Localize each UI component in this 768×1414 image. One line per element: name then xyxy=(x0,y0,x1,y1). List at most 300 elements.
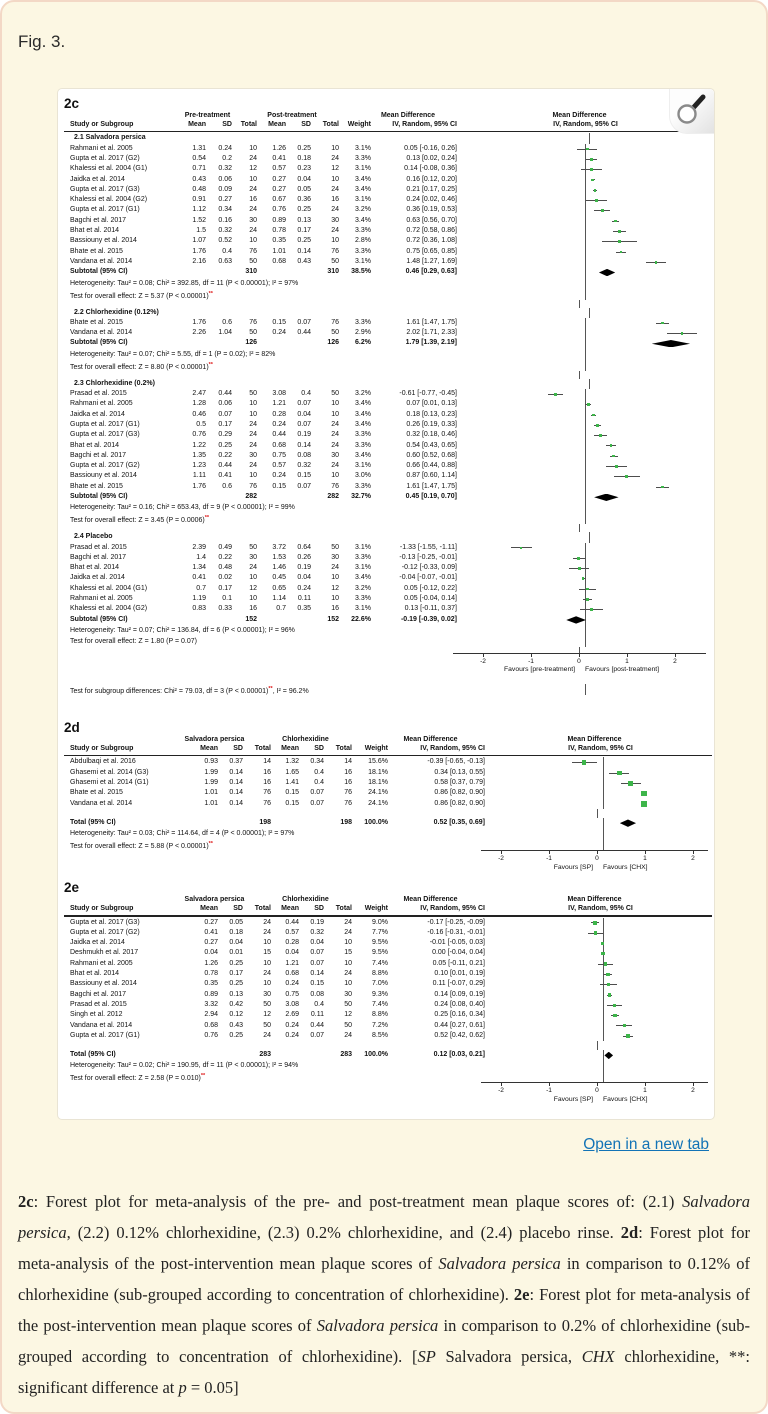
value-cell: 0.52 xyxy=(218,237,232,245)
zero-line xyxy=(585,441,586,451)
group1-header: Salvadora persica xyxy=(184,735,245,743)
value-cell: 0.15 xyxy=(272,318,286,326)
ci-text-cell: 0.58 [0.37, 0.79] xyxy=(434,778,485,786)
value-cell: 3.1% xyxy=(355,144,371,152)
caption-segment: Salvadora persica xyxy=(438,1254,561,1273)
forest-study-row xyxy=(64,594,712,604)
value-cell: 0.18 xyxy=(229,928,243,936)
ci-text-cell: 0.00 [-0.04, 0.04] xyxy=(432,949,485,957)
ci-text-cell: 0.75 [0.65, 0.85] xyxy=(406,247,457,255)
plot-area xyxy=(457,513,714,524)
ci-text-cell: -1.33 [-1.55, -1.11] xyxy=(399,543,457,551)
effect-marker xyxy=(614,220,617,223)
value-cell: 0.6 xyxy=(222,482,232,490)
value-cell: 0.71 xyxy=(192,165,206,173)
caption-segment: chlorhexidine, **: significant difference at xyxy=(18,1347,750,1397)
zero-line xyxy=(585,205,586,215)
study-name-cell: Prasad et al. 2015 xyxy=(70,543,127,551)
plot-area xyxy=(461,379,718,389)
column-header: Total xyxy=(254,744,271,752)
value-cell xyxy=(257,267,286,277)
forest-study-row xyxy=(64,389,712,399)
value-cell: 1.19 xyxy=(192,595,206,603)
value-cell: 30 xyxy=(331,451,339,459)
value-cell: 1.76 xyxy=(192,247,206,255)
axis-tick-label: 1 xyxy=(643,855,647,863)
value-cell: 0.17 xyxy=(297,227,311,235)
value-cell: 0.5 xyxy=(196,420,206,428)
study-name-cell: Deshmukh et al. 2017 xyxy=(70,949,139,957)
value-cell: 0.25 xyxy=(297,144,311,152)
value-cell: 10 xyxy=(249,144,257,152)
subtotal-diamond xyxy=(594,494,618,501)
ci-text-cell: 0.34 [0.13, 0.55] xyxy=(434,768,485,776)
zero-line xyxy=(585,360,586,371)
value-cell: 1.26 xyxy=(272,144,286,152)
ci-text-cell: 0.13 [0.02, 0.24] xyxy=(406,154,457,162)
ci-text-cell: 0.21 [0.17, 0.25] xyxy=(406,185,457,193)
caption-segment: in comparison to 0.2% of chlorhexidine (sub-grouped according to concentration of chlorhexidine). [ xyxy=(18,1316,750,1366)
value-cell: 24 xyxy=(331,154,339,162)
column-header: Mean xyxy=(281,905,299,913)
value-cell: 0.06 xyxy=(218,175,232,183)
effect-marker xyxy=(596,424,599,427)
effect-marker xyxy=(586,148,589,151)
value-cell: 2.94 xyxy=(204,1011,218,1019)
study-name-cell: Bhate et al. 2015 xyxy=(70,482,123,490)
effect-header: Mean Difference xyxy=(403,896,458,904)
value-cell xyxy=(206,492,232,502)
zero-line xyxy=(585,482,586,492)
value-cell: 12 xyxy=(249,165,257,173)
subtotal-diamond xyxy=(652,340,690,347)
value-cell: 0.44 xyxy=(218,390,232,398)
note-row xyxy=(64,289,712,300)
caption-segment: CHX xyxy=(581,1347,615,1366)
value-cell: 0.57 xyxy=(285,928,299,936)
value-cell: 30 xyxy=(263,990,271,998)
value-cell: 126 xyxy=(327,339,339,347)
value-cell: 0.25 xyxy=(229,959,243,967)
forest-axis-row xyxy=(64,653,712,680)
plot-area xyxy=(485,799,716,809)
caption-segment: in comparison to 0.12% of chlorhexidine (sub-grouped according to concentration of chlorhexidine). xyxy=(18,1254,751,1304)
axis-tick-label: -2 xyxy=(498,855,504,863)
value-cell: 0.33 xyxy=(218,605,232,613)
axis-tick-label: 1 xyxy=(625,657,629,665)
value-cell: 283 xyxy=(259,1051,271,1059)
overall-effect-note: Test for overall effect: Z = 2.58 (P = 0.010)** xyxy=(70,1073,206,1083)
value-cell: 24 xyxy=(344,928,352,936)
axis-tick-label: -2 xyxy=(480,657,486,665)
value-cell: 30 xyxy=(249,216,257,224)
forest-plot-figure xyxy=(57,88,715,1120)
zero-line xyxy=(585,185,586,195)
subgroup-differences-note: Test for subgroup differences: Chi² = 79.03, df = 3 (P < 0.00001)**, I² = 96.2% xyxy=(70,685,309,695)
plot-area xyxy=(457,553,714,563)
value-cell: 24 xyxy=(331,441,339,449)
ci-text-cell: 1.61 [1.47, 1.75] xyxy=(406,482,457,490)
axis-right-label: Favours [post-treatment] xyxy=(585,666,660,674)
value-cell: 3.0% xyxy=(355,472,371,480)
zero-line xyxy=(597,1041,598,1050)
study-name-cell: Jaidka et al. 2014 xyxy=(70,939,125,947)
zero-line xyxy=(585,328,586,338)
value-cell: 1.01 xyxy=(204,789,218,797)
ci-text-cell: -0.61 [-0.77, -0.45] xyxy=(399,390,457,398)
zero-line xyxy=(585,257,586,267)
effect-marker xyxy=(587,403,590,406)
value-cell: 3.1% xyxy=(355,165,371,173)
value-cell: 152 xyxy=(245,615,257,623)
forest-study-row xyxy=(64,959,712,969)
value-cell: 0.04 xyxy=(297,574,311,582)
plot-area xyxy=(457,636,714,647)
plot-area xyxy=(457,461,714,471)
value-cell: 3.1% xyxy=(355,257,371,265)
ci-text-cell: 0.10 [0.01, 0.19] xyxy=(434,970,485,978)
study-name-cell: Bagchi et al. 2017 xyxy=(70,990,127,998)
value-cell: 0.41 xyxy=(218,472,232,480)
plot-area xyxy=(457,410,714,420)
forest-study-row xyxy=(64,1031,712,1041)
forest-study-row xyxy=(64,226,712,236)
zero-line xyxy=(585,420,586,430)
value-cell: 9.3% xyxy=(372,990,388,998)
zero-line xyxy=(603,828,604,839)
axis-area xyxy=(479,1082,710,1109)
zero-line xyxy=(603,1050,604,1060)
value-cell: 0.18 xyxy=(297,154,311,162)
ci-text-cell: 0.72 [0.36, 1.08] xyxy=(406,237,457,245)
ci-text-cell: 0.52 [0.42, 0.62] xyxy=(434,1031,485,1039)
zero-line xyxy=(585,471,586,481)
value-cell: 126 xyxy=(245,339,257,347)
value-cell: 24 xyxy=(331,431,339,439)
plot-area xyxy=(457,185,714,195)
forest-study-row xyxy=(64,461,712,471)
value-cell: 3.4% xyxy=(355,420,371,428)
value-cell: 0.04 xyxy=(204,949,218,957)
value-cell: 0.89 xyxy=(204,990,218,998)
value-cell: 0.63 xyxy=(218,257,232,265)
plot-area xyxy=(485,1050,716,1060)
value-cell: 24 xyxy=(331,227,339,235)
value-cell: 14 xyxy=(263,758,271,766)
axis-tick-label: 0 xyxy=(595,1087,599,1095)
value-cell: 3.32 xyxy=(204,1000,218,1008)
study-name-cell: Jaidka et al. 2014 xyxy=(70,175,125,183)
effect-marker xyxy=(626,1034,629,1037)
value-cell: 0.15 xyxy=(285,789,299,797)
value-cell: 10 xyxy=(263,959,271,967)
axis-left-label: Favours [pre-treatment] xyxy=(503,666,575,674)
ci-text-cell: 0.72 [0.58, 0.86] xyxy=(406,227,457,235)
plot-area xyxy=(457,399,714,409)
value-cell: 0.08 xyxy=(310,990,324,998)
zero-line xyxy=(603,1071,604,1082)
zero-line xyxy=(603,768,604,778)
ci-text-cell: 0.16 [0.12, 0.20] xyxy=(406,175,457,183)
value-cell: 0.25 xyxy=(229,980,243,988)
value-cell: 0.14 xyxy=(229,768,243,776)
value-cell: 3.3% xyxy=(355,441,371,449)
value-cell: 2.69 xyxy=(285,1011,299,1019)
value-cell: 50 xyxy=(249,329,257,337)
effect-marker xyxy=(608,993,612,997)
plot-area xyxy=(485,1010,716,1020)
forest-section-title: 2.3 Chlorhexidine (0.2%) xyxy=(74,379,155,387)
zero-line xyxy=(585,553,586,563)
value-cell: 1.23 xyxy=(192,462,206,470)
plot-area xyxy=(485,1031,716,1041)
header-spacer-cell xyxy=(333,111,365,120)
value-cell: 0.24 xyxy=(272,472,286,480)
value-cell: 0.36 xyxy=(297,196,311,204)
significance-stars: ** xyxy=(208,290,213,297)
column-header: Mean xyxy=(200,905,218,913)
plot-area xyxy=(485,959,716,969)
forest-study-row xyxy=(64,175,712,185)
effect-marker xyxy=(578,567,581,570)
value-cell: 3.3% xyxy=(355,482,371,490)
value-cell: 24 xyxy=(263,970,271,978)
plot-area xyxy=(485,778,716,788)
value-cell: 16 xyxy=(331,196,339,204)
value-cell: 10 xyxy=(249,175,257,183)
value-cell: 15 xyxy=(263,949,271,957)
value-cell: 76 xyxy=(249,318,257,326)
zero-line xyxy=(585,513,586,524)
value-cell: 0.24 xyxy=(285,1021,299,1029)
study-name-cell: Subtotal (95% CI) xyxy=(70,615,128,623)
value-cell: 24 xyxy=(249,441,257,449)
value-cell: 0.76 xyxy=(192,431,206,439)
group1-header: Pre-treatment xyxy=(184,112,231,119)
value-cell: 100.0% xyxy=(364,818,388,826)
value-cell: 30 xyxy=(249,451,257,459)
forest-study-row xyxy=(64,420,712,430)
axis-spacer-cell xyxy=(64,653,451,680)
study-name-cell: Rahmani et al. 2005 xyxy=(70,959,133,967)
group2-header: Chlorhexidine xyxy=(282,735,329,743)
note-row xyxy=(64,502,712,513)
forest-study-row xyxy=(64,768,712,778)
value-cell: 1.12 xyxy=(192,206,206,214)
study-name-cell: Gupta et al. 2017 (G3) xyxy=(70,431,140,439)
value-cell: 50 xyxy=(263,1000,271,1008)
value-cell: 50 xyxy=(344,1000,352,1008)
effect-marker xyxy=(604,962,607,965)
effect-marker xyxy=(599,434,602,437)
value-cell: 0.27 xyxy=(204,918,218,926)
forest-axis-row xyxy=(64,1082,712,1109)
note-row xyxy=(64,278,712,289)
value-cell: 24 xyxy=(263,1031,271,1039)
value-cell: 0.7 xyxy=(276,605,286,613)
study-name-cell: Rahmani et al. 2005 xyxy=(70,595,133,603)
forest-study-row xyxy=(64,410,712,420)
value-cell: 2.9% xyxy=(355,329,371,337)
value-cell xyxy=(286,267,311,277)
value-cell: 1.31 xyxy=(192,144,206,152)
study-name-cell: Gupta et al. 2017 (G1) xyxy=(70,1031,140,1039)
study-name-cell: Abdulbaqi et al. 2016 xyxy=(70,758,136,766)
zero-line xyxy=(585,636,586,647)
value-cell: 2.47 xyxy=(192,390,206,398)
forest-study-row xyxy=(64,969,712,979)
ci-text-cell: 0.13 [-0.11, 0.37] xyxy=(404,605,457,613)
forest-study-row xyxy=(64,451,712,461)
value-cell xyxy=(271,1050,299,1060)
value-cell: 24 xyxy=(249,185,257,193)
forest-study-row xyxy=(64,543,712,553)
value-cell: 1.76 xyxy=(192,318,206,326)
study-name-cell: Subtotal (95% CI) xyxy=(70,493,128,500)
value-cell: 282 xyxy=(327,493,339,500)
header-spacer-cell xyxy=(346,735,382,744)
value-cell: 1.28 xyxy=(192,400,206,408)
column-header: Mean xyxy=(188,121,206,128)
value-cell: 24 xyxy=(344,918,352,926)
plot-area xyxy=(485,1071,716,1082)
value-cell xyxy=(257,338,286,348)
ci-text-cell: 0.25 [0.16, 0.34] xyxy=(434,1011,485,1019)
column-header: IV, Random, 95% CI xyxy=(392,121,457,128)
plot-area xyxy=(485,990,716,1000)
value-cell: 24 xyxy=(249,431,257,439)
value-cell: 16 xyxy=(263,778,271,786)
value-cell: 0.57 xyxy=(272,462,286,470)
ci-text-cell: 1.61 [1.47, 1.75] xyxy=(406,318,457,326)
value-cell: 16 xyxy=(344,768,352,776)
spacer-cell xyxy=(64,524,451,532)
value-cell: 0.28 xyxy=(285,939,299,947)
value-cell: 16 xyxy=(263,768,271,776)
value-cell: 10 xyxy=(331,574,339,582)
forest-study-row xyxy=(64,318,712,328)
plot-subheader: IV, Random, 95% CI xyxy=(553,121,618,128)
study-name-cell: Bagchi et al. 2017 xyxy=(70,553,127,561)
study-name-cell: Prasad et al. 2015 xyxy=(70,1000,127,1008)
zero-line xyxy=(603,1031,604,1041)
value-cell: 0.48 xyxy=(218,564,232,572)
axis-tick-label: 2 xyxy=(673,657,677,665)
figure-caption xyxy=(18,1186,750,1403)
column-header: Weight xyxy=(364,744,388,752)
heterogeneity-note: Heterogeneity: Tau² = 0.02; Chi² = 190.95, df = 11 (P < 0.00001); I² = 94% xyxy=(70,1062,299,1070)
value-cell: 76 xyxy=(344,789,352,797)
effect-marker xyxy=(617,771,622,776)
value-cell: 3.72 xyxy=(272,543,286,551)
study-name-cell: Gupta et al. 2017 (G2) xyxy=(70,154,140,162)
plot-area xyxy=(457,543,714,553)
value-cell: 310 xyxy=(245,268,257,276)
ci-text-cell: 0.05 [-0.12, 0.22] xyxy=(404,584,457,592)
forest-study-row xyxy=(64,778,712,788)
value-cell: 0.24 xyxy=(218,144,232,152)
value-cell: 0.65 xyxy=(272,584,286,592)
axis-left-label: Favours [SP] xyxy=(553,863,593,871)
note-row xyxy=(64,828,712,839)
effect-marker xyxy=(628,781,633,786)
note-row xyxy=(64,684,712,695)
plot-area xyxy=(457,420,714,430)
zero-line xyxy=(603,839,604,850)
forest-study-row xyxy=(64,164,712,174)
header-spacer-cell xyxy=(64,111,164,120)
axis-tick-label: -1 xyxy=(546,1087,552,1095)
value-cell: 1.21 xyxy=(272,400,286,408)
axis-tick-label: -1 xyxy=(546,855,552,863)
value-cell: 7.2% xyxy=(372,1021,388,1029)
heterogeneity-note: Heterogeneity: Tau² = 0.16; Chi² = 653.43, df = 9 (P < 0.00001); I² = 99% xyxy=(70,504,295,512)
caption-segment: : Forest plot for meta-analysis of the pre- and post-treatment mean plaque scores of: (2.1) xyxy=(33,1192,683,1211)
value-cell: 0.68 xyxy=(272,257,286,265)
plot-header: Mean Difference xyxy=(567,735,622,743)
value-cell: 24 xyxy=(344,970,352,978)
note-row xyxy=(64,1060,712,1071)
plot-area xyxy=(457,236,714,246)
zero-line xyxy=(585,502,586,513)
spacer-row xyxy=(64,809,712,818)
zoom-figure-button[interactable] xyxy=(669,89,714,134)
value-cell: 1.11 xyxy=(192,472,206,480)
spacer-row xyxy=(64,524,712,532)
value-cell: 0.07 xyxy=(297,482,311,490)
value-cell: 0.23 xyxy=(297,165,311,173)
value-cell: 24 xyxy=(249,154,257,162)
effect-marker xyxy=(586,588,589,591)
group1-header: Salvadora persica xyxy=(184,896,245,904)
study-name-cell: Khalessi et al. 2004 (G2) xyxy=(70,605,148,613)
forest-study-row xyxy=(64,482,712,492)
effect-marker xyxy=(613,1014,616,1017)
value-cell: 3.3% xyxy=(355,227,371,235)
value-cell: 76 xyxy=(331,318,339,326)
forest-plot-2e xyxy=(64,881,712,1109)
study-name-cell: Bhat et al. 2014 xyxy=(70,564,120,572)
forest-study-row xyxy=(64,573,712,583)
value-cell: 0.41 xyxy=(272,154,286,162)
value-cell: 24 xyxy=(263,918,271,926)
value-cell: 1.5 xyxy=(196,227,206,235)
value-cell: 1.52 xyxy=(192,216,206,224)
value-cell: 0.44 xyxy=(297,329,311,337)
forest-group-header-row xyxy=(64,111,712,120)
study-name-cell: Bhat et al. 2014 xyxy=(70,441,120,449)
column-header: SD xyxy=(314,905,324,913)
zero-line xyxy=(585,543,586,553)
header-rule xyxy=(64,755,712,756)
open-new-tab-link[interactable]: Open in a new tab xyxy=(583,1136,709,1153)
subtotal-diamond xyxy=(599,269,615,276)
value-cell: 12 xyxy=(331,165,339,173)
ci-text-cell: 0.14 [0.09, 0.19] xyxy=(434,990,485,998)
value-cell xyxy=(299,1050,324,1060)
value-cell: 24 xyxy=(249,206,257,214)
value-cell: 1.26 xyxy=(204,959,218,967)
note-row xyxy=(64,349,712,360)
value-cell: 0.24 xyxy=(285,980,299,988)
study-name-cell: Gupta et al. 2017 (G2) xyxy=(70,462,140,470)
zero-line xyxy=(589,379,590,389)
value-cell: 2.16 xyxy=(192,257,206,265)
value-cell: 16 xyxy=(249,605,257,613)
value-cell: 0.05 xyxy=(229,918,243,926)
zero-line xyxy=(603,799,604,809)
value-cell: 12 xyxy=(331,584,339,592)
